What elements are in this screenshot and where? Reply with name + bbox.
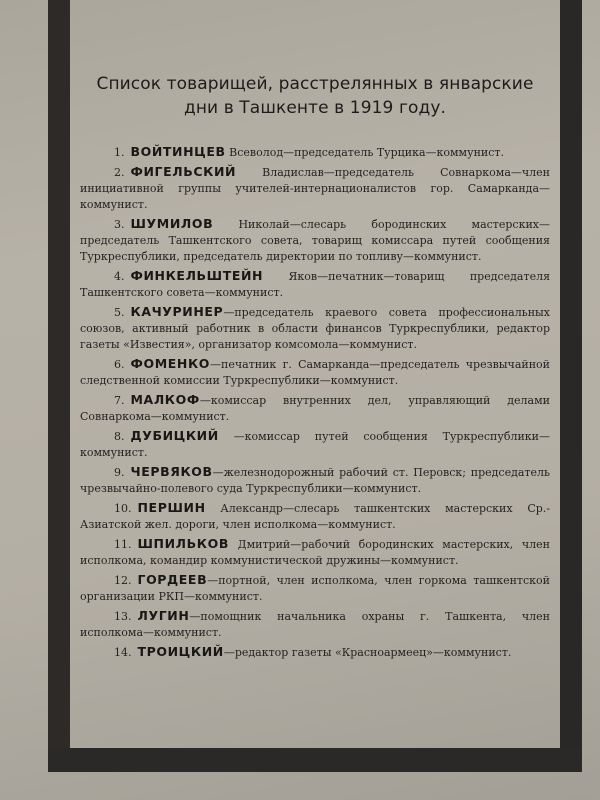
entry-number: 2. [114,166,125,179]
entry-number: 5. [114,306,125,319]
list-item [80,304,550,353]
entry-surname: ТРОИЦКИЙ [137,644,224,659]
title-line-2: дни в Ташкенте в 1919 году. [183,98,447,118]
entry-text: Владислав—председатель Совнаркома—член инициативной группы учителей-интернационалистов гор. Самарканда—коммунист. [80,166,550,211]
entry-surname: ФОМЕНКО [130,356,211,371]
entry-text: —председатель краевого совета профессиональных союзов, активный работник в области финансов Туркреспублики, редактор газеты «Известия», организатор комсомола—коммунист. [80,306,550,351]
list-item [80,644,550,661]
list-item [80,268,550,301]
entry-number: 14. [114,646,132,659]
entry-surname: ГОРДЕЕВ [137,572,208,587]
entry-number: 12. [114,574,132,587]
entry-text: Дмитрий—рабочий бородинских мастерских, член исполкома, командир коммунистической дружины—коммунист. [80,538,551,567]
document-body [80,60,550,664]
entry-text: —железнодорожный рабочий ст. Перовск; председатель чрезвычайно-полевого суда Туркреспублики—коммунист. [80,466,550,495]
list-item [80,500,550,533]
list-item [80,536,550,569]
list-item [80,464,550,497]
mourning-border-left [48,0,70,770]
entry-number: 11. [114,538,132,551]
entry-surname: ДУБИЦКИЙ [130,428,219,443]
entry-text: —комиссар внутренних дел, управляющий делами Совнаркома—коммунист. [80,394,550,423]
entry-surname: ШПИЛЬКОВ [137,536,229,551]
document-title [80,72,550,120]
entry-surname: ВОЙТИНЦЕВ [130,144,226,159]
title-line-1: Список товарищей, расстрелянных в январские [96,74,534,94]
entry-surname: МАЛКОФ [130,392,200,407]
entry-number: 6. [114,358,125,371]
entry-surname: ФИГЕЛЬСКИЙ [130,164,237,179]
list-item [80,392,550,425]
entry-text: —комиссар путей сообщения Туркреспублики—коммунист. [80,430,550,459]
mourning-border-right [560,0,582,770]
entry-number: 7. [114,394,125,407]
entry-surname: КАЧУРИНЕР [130,304,224,319]
list-item [80,608,550,641]
entry-text: Александр—слесарь ташкентских мастерских Ср.-Азиатской жел. дороги, член исполкома—коммунист. [80,502,550,531]
entry-number: 10. [114,502,132,515]
entry-number: 13. [114,610,132,623]
entry-text: Николай—слесарь бородинских мастерских—председатель Ташкентского совета, товарищ комиссара путей сообщения Туркреспублики, председатель директории по топливу—коммунист. [80,218,550,263]
entry-text: —помощник начальника охраны г. Ташкента, член исполкома—коммунист. [80,610,550,639]
list-item [80,216,550,265]
entry-surname: ЛУГИН [137,608,190,623]
entry-number: 8. [114,430,125,443]
entry-text: —портной, член исполкома, член горкома ташкентской организации РКП—коммунист. [80,574,550,603]
entry-text: Яков—печатник—товарищ председателя Ташкентского совета—коммунист. [80,270,551,299]
list-item [80,428,550,461]
entry-surname: ПЕРШИН [137,500,206,515]
entries-list [80,144,550,661]
entry-text: —печатник г. Самарканда—председатель чрезвычайной следственной комиссии Туркреспублики—коммунист. [80,358,550,387]
entry-number: 3. [114,218,125,231]
mourning-border-bottom [48,748,582,772]
list-item [80,356,550,389]
entry-number: 9. [114,466,125,479]
list-item [80,164,550,213]
entry-text: Всеволод—председатель Турцика—коммунист. [229,146,504,159]
list-item [80,572,550,605]
entry-surname: ФИНКЕЛЬШТЕЙН [130,268,264,283]
entry-surname: ЧЕРВЯКОВ [130,464,213,479]
entry-number: 1. [114,146,125,159]
entry-text: —редактор газеты «Красноармеец»—коммунист. [223,646,512,659]
entry-number: 4. [114,270,125,283]
list-item [80,144,550,161]
entry-surname: ШУМИЛОВ [130,216,214,231]
